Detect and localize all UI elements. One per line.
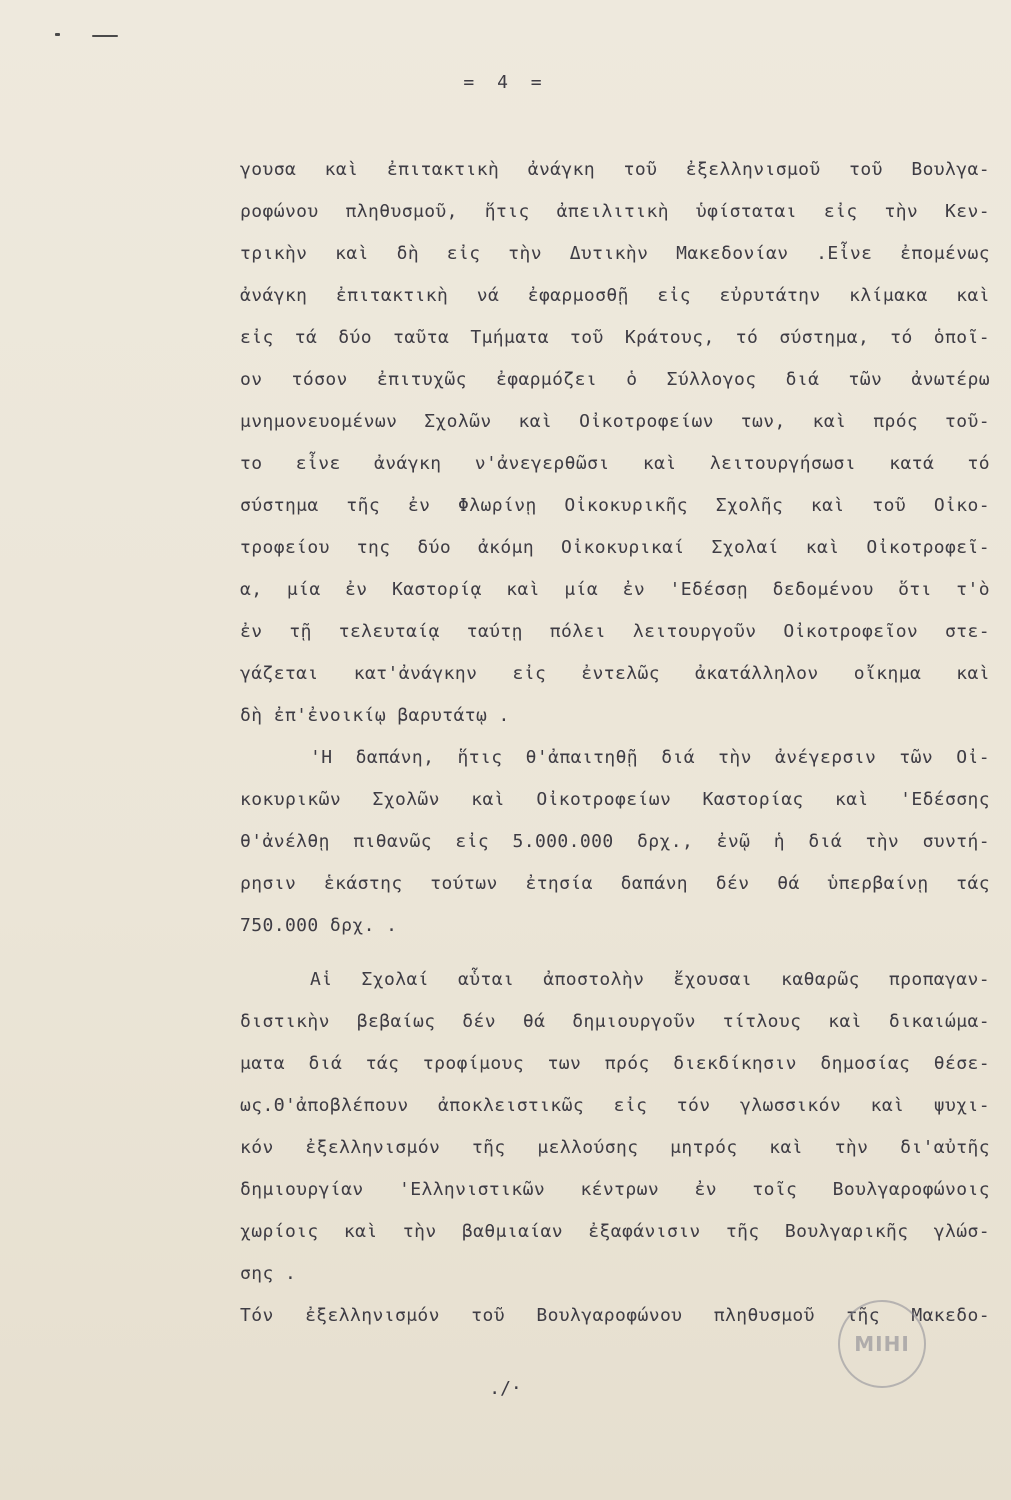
text-line: α, μία ἐν Καστορίᾳ καὶ μία ἐν 'Εδέσσῃ δεδομένου ὅτι τ'ὸ (240, 579, 990, 600)
text-line: σύστημα τῆς ἐν Φλωρίνῃ Οἰκοκυρικῆς Σχολῆς καὶ τοῦ Οἰκο- (240, 495, 990, 516)
text-line: ρησιν ἑκάστης τούτων ἐτησία δαπάνη δέν θά ὑπερβαίνῃ τάς (240, 873, 990, 894)
text-line: θ'ἀνέλθῃ πιθανῶς εἰς 5.000.000 δρχ., ἐνῷ ἡ διά τὴν συντή- (240, 831, 990, 852)
text-line: 'Η δαπάνη, ἥτις θ'ἀπαιτηθῇ διά τὴν ἀνέγερσιν τῶν Οἰ- (310, 747, 990, 768)
text-line: ροφώνου πληθυσμοῦ, ἥτις ἀπειλιτικὴ ὑφίσταται εἰς τὴν Κεν- (240, 201, 990, 222)
text-line: 750.000 δρχ. . (240, 915, 398, 936)
text-line: χωρίοις καὶ τὴν βαθμιαίαν ἐξαφάνισιν τῆς Βουλγαρικῆς γλώσ- (240, 1221, 990, 1242)
text-line: μνημονευομένων Σχολῶν καὶ Οἰκοτροφείων των, καὶ πρός τοῦ- (240, 411, 990, 432)
text-line: Αἱ Σχολαί αὗται ἀποστολὴν ἔχουσαι καθαρῶς προπαγαν- (310, 969, 990, 990)
text-line: τρικὴν καὶ δὴ εἰς τὴν Δυτικὴν Μακεδονίαν .Εἶνε ἐπομένως (240, 243, 990, 264)
text-line: ον τόσον ἐπιτυχῶς ἐφαρμόζει ὁ Σύλλογος διά τῶν ἀνωτέρω (240, 369, 990, 390)
text-line: γάζεται κατ'ἀνάγκην εἰς ἐντελῶς ἀκατάλληλον οἴκημα καὶ (240, 663, 990, 684)
text-line: ἀνάγκη ἐπιτακτικὴ νά ἐφαρμοσθῇ εἰς εὐρυτάτην κλίμακα καὶ (240, 285, 990, 306)
text-line: τροφείου της δύο ἀκόμη Οἰκοκυρικαί Σχολαί καὶ Οἰκοτροφεῖ- (240, 537, 990, 558)
text-line: γουσα καὶ ἐπιτακτικὴ ἀνάγκη τοῦ ἐξελληνισμοῦ τοῦ Βουλγα- (240, 159, 990, 180)
text-line: ως.Θ'ἀποβλέπουν ἀποκλειστικῶς εἰς τόν γλωσσικόν καὶ ψυχι- (240, 1095, 990, 1116)
text-line: Τόν ἐξελληνισμόν τοῦ Βουλγαροφώνου πληθυσμοῦ τῆς Μακεδο- (240, 1305, 990, 1326)
text-line: διστικὴν βεβαίως δέν θά δημιουργοῦν τίτλους καὶ δικαιώμα- (240, 1011, 990, 1032)
text-line: εἰς τά δύο ταῦτα Τμήματα τοῦ Κράτους, τό σύστημα, τό ὁποῖ- (240, 327, 990, 348)
text-line: κοκυρικῶν Σχολῶν καὶ Οἰκοτροφείων Καστορίας καὶ 'Εδέσσης (240, 789, 990, 810)
continuation-mark: ./· (489, 1378, 522, 1399)
text-line: το εἶνε ἀνάγκη ν'ἀνεγερθῶσι καὶ λειτουργήσωσι κατά τό (240, 453, 990, 474)
text-line: δημιουργίαν 'Ελληνιστικῶν κέντρων ἐν τοῖς Βουλγαροφώνοις (240, 1179, 990, 1200)
page-number: = 4 = (463, 72, 548, 93)
ink-speck (92, 35, 118, 37)
text-line: δὴ ἐπ'ἐνοικίῳ βαρυτάτῳ . (240, 705, 510, 726)
text-line: κόν ἐξελληνισμόν τῆς μελλούσης μητρός καὶ τὴν δι'αὐτῆς (240, 1137, 990, 1158)
text-line: ματα διά τάς τροφίμους των πρός διεκδίκησιν δημοσίας θέσε- (240, 1053, 990, 1074)
ink-speck (55, 33, 60, 36)
text-line: σης . (240, 1263, 297, 1284)
text-line: ἐν τῇ τελευταίᾳ ταύτῃ πόλει λειτουργοῦν Οἰκοτροφεῖον στε- (240, 621, 990, 642)
archive-stamp-watermark: ΜΙΗΙ (838, 1300, 926, 1388)
